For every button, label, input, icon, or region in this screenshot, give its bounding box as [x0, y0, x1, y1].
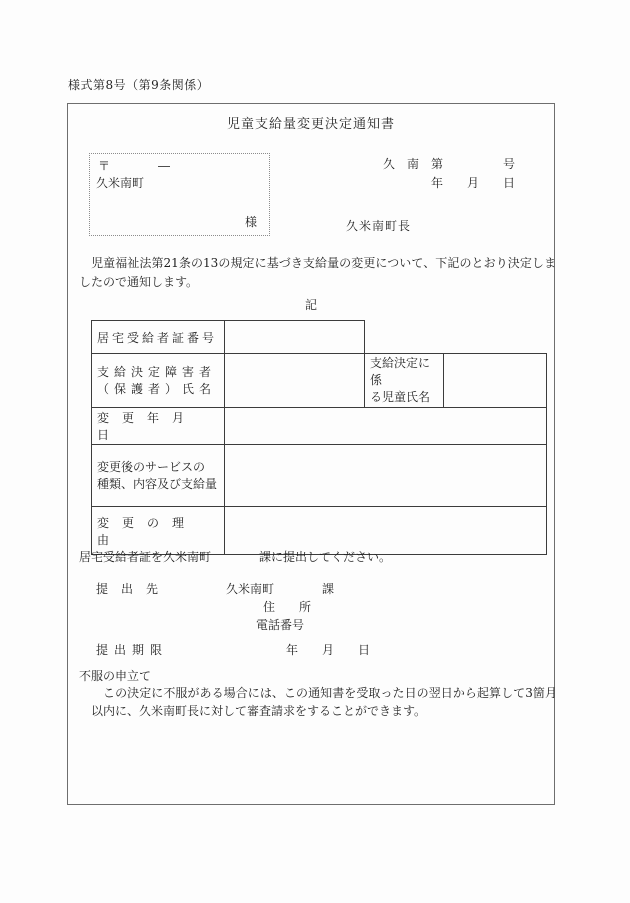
issue-date-line: 年 月 日 [431, 176, 516, 190]
recipient-name-field [225, 354, 365, 408]
service-field [225, 445, 547, 507]
submit-note: 居宅受給者証を久米南町 課に提出してください。 [79, 550, 392, 564]
document-frame [67, 103, 555, 805]
change-date-label: 変更年月日 [92, 408, 225, 445]
destination-address-label: 住 所 [263, 600, 312, 614]
service-label [92, 445, 225, 507]
certificate-number-field [225, 321, 365, 354]
destination-label: 提出先 [96, 582, 172, 596]
deadline-value: 年 月 日 [286, 643, 371, 657]
notice-paragraph: 児童福祉法第21条の13の規定に基づき支給量の変更について、下記のとおり決定しましたので通知します。 [79, 256, 556, 289]
appeal-heading: 不服の申立て [79, 669, 152, 683]
table-filler [365, 321, 547, 354]
decision-table [91, 320, 547, 555]
certificate-number-boxes [225, 334, 364, 340]
table-row-service [92, 445, 547, 507]
destination-value: 久米南町 課 [226, 582, 335, 596]
table-row-change-date [92, 408, 547, 445]
recipient-name-label-line1: 支給決定障害者 [97, 364, 217, 379]
certificate-number-label: 居宅受給者証番号 [92, 321, 225, 354]
addressee-box [89, 153, 270, 236]
child-name-label-line2: る児童氏名 [370, 390, 431, 404]
child-name-label-line1: 支給決定に係 [370, 356, 431, 387]
form-number: 様式第8号（第9条関係） [68, 78, 210, 92]
addressee-town: 久米南町 [96, 176, 145, 190]
table-row-names [92, 354, 547, 408]
service-label-line2: 種類、内容及び支給量 [97, 476, 218, 491]
reason-label: 変更の理由 [92, 507, 225, 555]
change-date-field [225, 408, 547, 445]
table-row-certificate-number [92, 321, 547, 354]
issuer-mayor: 久米南町長 [346, 219, 412, 233]
appeal-body: この決定に不服がある場合には、この通知書を受取った日の翌日から起算して3箇月以内に、久米南町長に対して審査請求をすることができます。 [91, 686, 557, 718]
document-number-line: 久 南 第 号 [383, 157, 516, 171]
record-heading: 記 [304, 298, 317, 312]
child-name-label [365, 354, 444, 408]
child-name-field [444, 354, 547, 408]
addressee-honorific: 様 [244, 215, 257, 229]
document-title: 児童支給量変更決定通知書 [226, 117, 395, 132]
destination-phone-label: 電話番号 [256, 618, 305, 632]
service-label-line1: 変更後のサービスの [97, 459, 206, 474]
deadline-label: 提出期限 [96, 643, 169, 657]
recipient-name-label [92, 354, 225, 408]
postal-code-line: 〒 ― [98, 159, 171, 173]
recipient-name-label-line2: （保護者）氏名 [97, 381, 217, 396]
